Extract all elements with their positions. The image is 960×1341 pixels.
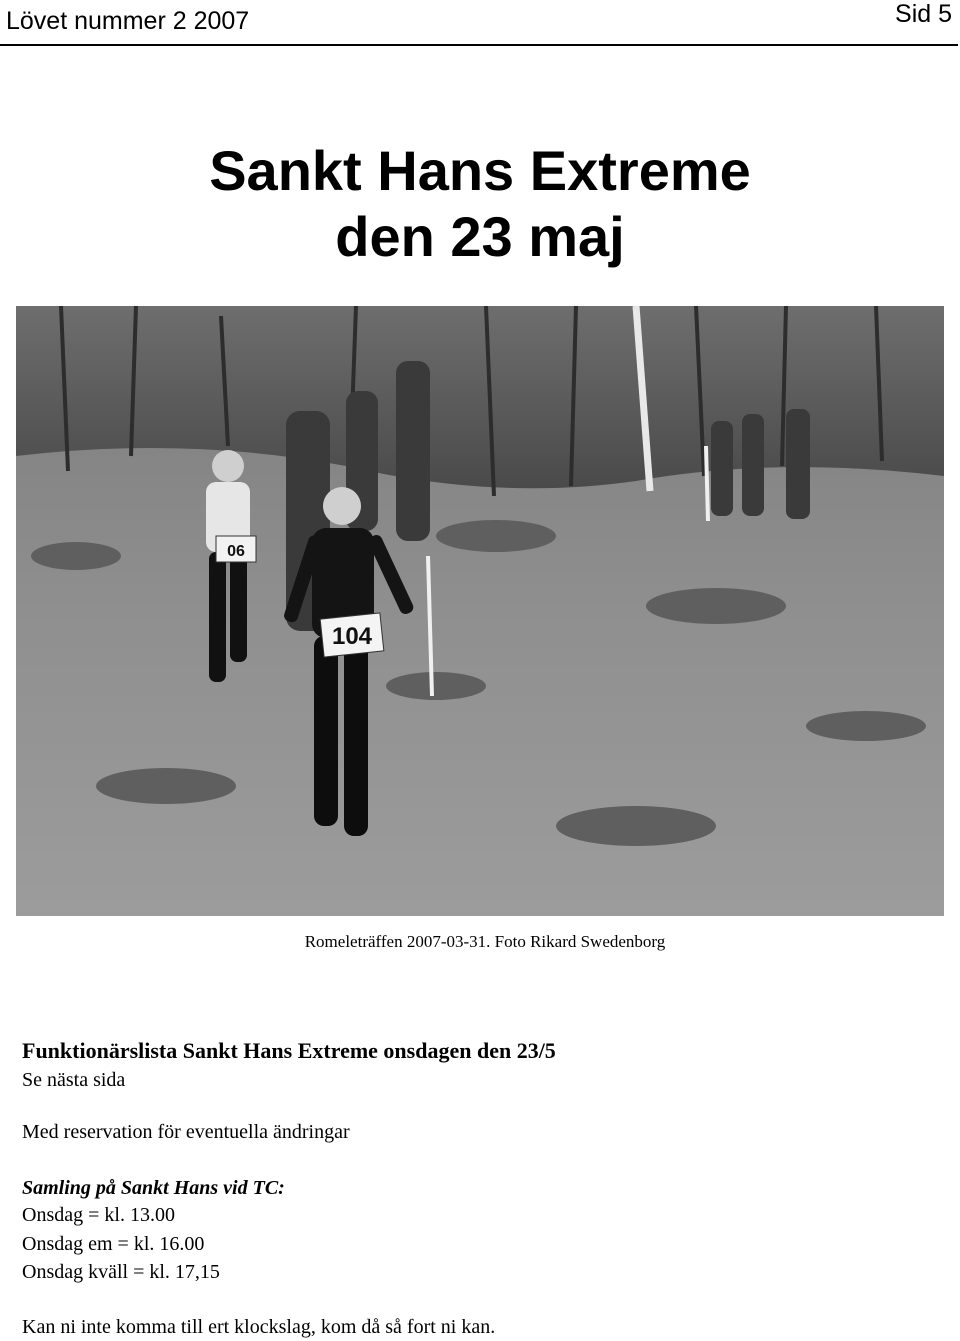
gathering-heading: Samling på Sankt Hans vid TC: <box>22 1177 285 1199</box>
bib-number-left: 06 <box>227 543 245 560</box>
bib-number-front: 104 <box>331 623 373 650</box>
section-heading: Funktionärslista Sankt Hans Extreme onsdagen den 23/5 <box>22 1038 556 1063</box>
page-header <box>0 0 960 48</box>
time-line-2: Onsdag em = kl. 16.00 <box>22 1233 205 1255</box>
article-title-line-1: Sankt Hans Extreme <box>209 139 751 202</box>
article-title <box>0 138 960 270</box>
newsletter-title: Lövet nummer 2 2007 <box>6 7 250 35</box>
see-next-page-note: Se nästa sida <box>22 1069 126 1091</box>
reservation-note: Med reservation för eventuella ändringar <box>22 1121 350 1143</box>
header-divider <box>0 44 958 46</box>
page-number: Sid 5 <box>895 0 952 28</box>
time-line-1: Onsdag = kl. 13.00 <box>22 1204 175 1226</box>
closing-note: Kan ni inte komma till ert klockslag, kom då så fort ni kan. <box>22 1316 496 1338</box>
race-photo <box>16 306 944 916</box>
race-photo-illustration <box>16 306 944 916</box>
photo-caption: Romeleträffen 2007-03-31. Foto Rikard Swedenborg <box>304 932 666 951</box>
time-line-3: Onsdag kväll = kl. 17,15 <box>22 1261 220 1283</box>
article-title-line-2: den 23 maj <box>335 205 625 268</box>
